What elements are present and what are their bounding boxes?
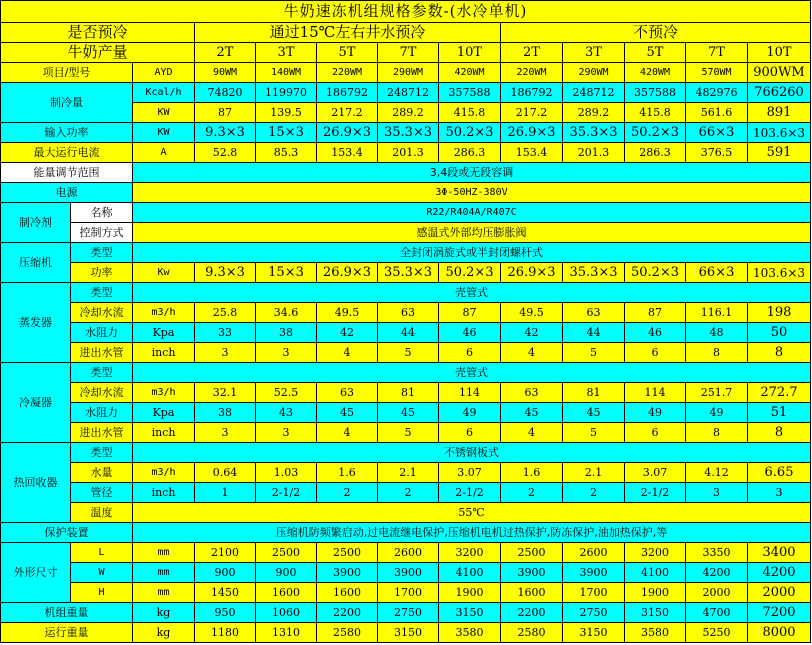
heat-recovery-water-value: 2.1 xyxy=(563,463,625,483)
unit-cell: AYD xyxy=(133,63,195,83)
row-label-max-current: 最大运行电流 xyxy=(1,143,133,163)
condenser-pipe-value: 6 xyxy=(625,423,686,443)
milk-value: 2T xyxy=(501,43,563,63)
evaporator-type-value: 壳管式 xyxy=(133,283,811,303)
dim-w-value: 4100 xyxy=(625,563,686,583)
condenser-flow-value: 114 xyxy=(625,383,686,403)
heat-recovery-water-value: 1.6 xyxy=(501,463,563,483)
table-title: 牛奶速冻机组规格参数-(水冷单机) xyxy=(1,1,811,23)
dim-h-value: 1600 xyxy=(317,583,378,603)
sub-label: 类型 xyxy=(71,443,133,463)
capacity-reg-value: 3,4段或无段容调 xyxy=(133,163,811,183)
sub-label: 进出水管 xyxy=(71,343,133,363)
row-label-evaporator: 蒸发器 xyxy=(1,283,71,363)
unit-weight-value: 2200 xyxy=(501,603,563,623)
sub-label: 名称 xyxy=(71,203,133,223)
heat-recovery-water-value: 1.6 xyxy=(317,463,378,483)
cooling-kw-value: 289.2 xyxy=(563,103,625,123)
evaporator-flow-value: 49.5 xyxy=(501,303,563,323)
heat-recovery-water-value: 6.65 xyxy=(748,463,811,483)
model-value: 420WM xyxy=(625,63,686,83)
cooling-kcal-value: 74820 xyxy=(195,83,256,103)
milk-value: 10T xyxy=(748,43,811,63)
condenser-resist-value: 51 xyxy=(748,403,811,423)
evaporator-pipe-value: 5 xyxy=(378,343,439,363)
sub-label: 类型 xyxy=(71,283,133,303)
compressor-power-value: 35.3×3 xyxy=(378,263,439,283)
unit-cell: KW xyxy=(133,103,195,123)
run-weight-value: 3580 xyxy=(625,623,686,643)
unit-weight-value: 3150 xyxy=(625,603,686,623)
evaporator-resist-value: 44 xyxy=(378,323,439,343)
unit-cell: Kpa xyxy=(133,403,195,423)
dim-l-value: 3200 xyxy=(439,543,501,563)
condenser-flow-value: 81 xyxy=(563,383,625,403)
row-label-power-source: 电源 xyxy=(1,183,133,203)
cooling-kw-value: 561.6 xyxy=(686,103,748,123)
condenser-resist-value: 49 xyxy=(439,403,501,423)
model-value: 90WM xyxy=(195,63,256,83)
heat-recovery-water-value: 4.12 xyxy=(686,463,748,483)
evaporator-pipe-value: 3 xyxy=(256,343,317,363)
dim-w-value: 3900 xyxy=(563,563,625,583)
heat-recovery-pipe-value: 2-1/2 xyxy=(439,483,501,503)
dim-w-value: 4100 xyxy=(439,563,501,583)
condenser-resist-value: 49 xyxy=(686,403,748,423)
condenser-type-value: 壳管式 xyxy=(133,363,811,383)
heat-recovery-pipe-value: 2 xyxy=(317,483,378,503)
sub-label: 水阻力 xyxy=(71,323,133,343)
unit-weight-value: 950 xyxy=(195,603,256,623)
cooling-kw-value: 289.2 xyxy=(378,103,439,123)
run-weight-value: 1180 xyxy=(195,623,256,643)
heat-recovery-water-value: 3.07 xyxy=(625,463,686,483)
dim-l-value: 2600 xyxy=(378,543,439,563)
heat-recovery-pipe-value: 2 xyxy=(563,483,625,503)
precool-yes: 通过15℃左右井水预冷 xyxy=(195,23,501,43)
dim-w-value: 900 xyxy=(256,563,317,583)
row-label-capacity-reg: 能量调节范围 xyxy=(1,163,133,183)
unit-cell: KW xyxy=(133,123,195,143)
evaporator-resist-value: 50 xyxy=(748,323,811,343)
heat-recovery-pipe-value: 2 xyxy=(501,483,563,503)
run-weight-value: 5250 xyxy=(686,623,748,643)
row-label-protection: 保护装置 xyxy=(1,523,133,543)
refrigerant-name-value: R22/R404A/R407C xyxy=(133,203,811,223)
unit-cell: Kcal/h xyxy=(133,83,195,103)
compressor-power-value: 50.2×3 xyxy=(439,263,501,283)
dim-l-value: 3400 xyxy=(748,543,811,563)
compressor-power-value: 35.3×3 xyxy=(563,263,625,283)
milk-value: 2T xyxy=(195,43,256,63)
unit-cell: inch xyxy=(133,343,195,363)
evaporator-resist-value: 33 xyxy=(195,323,256,343)
unit-cell: A xyxy=(133,143,195,163)
evaporator-pipe-value: 8 xyxy=(748,343,811,363)
cooling-kcal-value: 766260 xyxy=(748,83,811,103)
dim-w-value: 3900 xyxy=(317,563,378,583)
dim-l-value: 3200 xyxy=(625,543,686,563)
model-value: 140WM xyxy=(256,63,317,83)
max-current-value: 153.4 xyxy=(317,143,378,163)
compressor-power-value: 103.6×3 xyxy=(748,263,811,283)
power-in-value: 50.2×3 xyxy=(625,123,686,143)
sub-label: 冷却水流 xyxy=(71,383,133,403)
run-weight-value: 3150 xyxy=(563,623,625,643)
max-current-value: 201.3 xyxy=(563,143,625,163)
heat-recovery-water-value: 1.03 xyxy=(256,463,317,483)
heat-recovery-temp-value: 55℃ xyxy=(133,503,811,523)
power-in-value: 26.9×3 xyxy=(501,123,563,143)
cooling-kw-value: 217.2 xyxy=(317,103,378,123)
condenser-flow-value: 272.7 xyxy=(748,383,811,403)
sub-label: 进出水管 xyxy=(71,423,133,443)
condenser-resist-value: 45 xyxy=(378,403,439,423)
condenser-pipe-value: 3 xyxy=(195,423,256,443)
model-value: 220WM xyxy=(501,63,563,83)
power-in-value: 15×3 xyxy=(256,123,317,143)
heat-recovery-pipe-value: 2-1/2 xyxy=(256,483,317,503)
unit-cell: m3/h xyxy=(133,303,195,323)
model-value: 900WM xyxy=(748,63,811,83)
unit-cell: kg xyxy=(133,603,195,623)
condenser-pipe-value: 5 xyxy=(378,423,439,443)
condenser-resist-value: 45 xyxy=(563,403,625,423)
run-weight-value: 2580 xyxy=(317,623,378,643)
milk-value: 7T xyxy=(686,43,748,63)
heat-recovery-pipe-value: 1 xyxy=(195,483,256,503)
condenser-resist-value: 38 xyxy=(195,403,256,423)
dim-h-value: 2000 xyxy=(748,583,811,603)
condenser-resist-value: 45 xyxy=(317,403,378,423)
condenser-resist-value: 43 xyxy=(256,403,317,423)
power-in-value: 103.6×3 xyxy=(748,123,811,143)
heat-recovery-pipe-value: 3 xyxy=(748,483,811,503)
compressor-power-value: 9.3×3 xyxy=(195,263,256,283)
condenser-flow-value: 114 xyxy=(439,383,501,403)
cooling-kw-value: 415.8 xyxy=(439,103,501,123)
condenser-flow-value: 63 xyxy=(501,383,563,403)
row-label-run-weight: 运行重量 xyxy=(1,623,133,643)
dim-w-value: 3900 xyxy=(501,563,563,583)
sub-label: 控制方式 xyxy=(71,223,133,243)
row-label-refrigerant: 制冷剂 xyxy=(1,203,71,243)
compressor-power-value: 50.2×3 xyxy=(625,263,686,283)
compressor-power-value: 26.9×3 xyxy=(501,263,563,283)
dim-h-value: 1900 xyxy=(439,583,501,603)
run-weight-value: 2580 xyxy=(501,623,563,643)
evaporator-pipe-value: 8 xyxy=(686,343,748,363)
dim-l-value: 3350 xyxy=(686,543,748,563)
row-label-compressor: 压缩机 xyxy=(1,243,71,283)
power-in-value: 35.3×3 xyxy=(378,123,439,143)
model-value: 220WM xyxy=(317,63,378,83)
unit-weight-value: 1060 xyxy=(256,603,317,623)
unit-cell: mm xyxy=(133,543,195,563)
evaporator-flow-value: 63 xyxy=(378,303,439,323)
compressor-power-value: 15×3 xyxy=(256,263,317,283)
unit-weight-value: 2750 xyxy=(563,603,625,623)
condenser-flow-value: 81 xyxy=(378,383,439,403)
condenser-pipe-value: 5 xyxy=(563,423,625,443)
evaporator-resist-value: 48 xyxy=(686,323,748,343)
max-current-value: 286.3 xyxy=(625,143,686,163)
milk-value: 5T xyxy=(625,43,686,63)
dim-h-value: 1900 xyxy=(625,583,686,603)
cooling-kw-value: 87 xyxy=(195,103,256,123)
evaporator-pipe-value: 4 xyxy=(501,343,563,363)
cooling-kw-value: 217.2 xyxy=(501,103,563,123)
dim-h-value: 1450 xyxy=(195,583,256,603)
dim-w-value: 4200 xyxy=(748,563,811,583)
unit-cell: Kw xyxy=(133,263,195,283)
unit-weight-value: 2200 xyxy=(317,603,378,623)
run-weight-value: 3580 xyxy=(439,623,501,643)
sub-label: 类型 xyxy=(71,363,133,383)
heat-recovery-water-value: 0.64 xyxy=(195,463,256,483)
unit-cell: inch xyxy=(133,483,195,503)
dim-w-value: 3900 xyxy=(378,563,439,583)
dim-h-value: 1600 xyxy=(256,583,317,603)
heat-recovery-water-value: 2.1 xyxy=(378,463,439,483)
protection-value: 压缩机防频繁启动,过电流继电保护,压缩机电机过热保护,防冻保护,油加热保护,等 xyxy=(133,523,811,543)
sub-label: L xyxy=(71,543,133,563)
evaporator-resist-value: 42 xyxy=(317,323,378,343)
sub-label: 水量 xyxy=(71,463,133,483)
row-label-cooling: 制冷量 xyxy=(1,83,133,123)
dim-w-value: 900 xyxy=(195,563,256,583)
condenser-pipe-value: 4 xyxy=(501,423,563,443)
sub-label: 类型 xyxy=(71,243,133,263)
unit-weight-value: 3150 xyxy=(439,603,501,623)
evaporator-resist-value: 44 xyxy=(563,323,625,343)
max-current-value: 376.5 xyxy=(686,143,748,163)
evaporator-pipe-value: 5 xyxy=(563,343,625,363)
unit-weight-value: 2750 xyxy=(378,603,439,623)
condenser-pipe-value: 6 xyxy=(439,423,501,443)
sub-label: H xyxy=(71,583,133,603)
row-label-power-in: 输入功率 xyxy=(1,123,133,143)
cooling-kcal-value: 248712 xyxy=(378,83,439,103)
milk-value: 3T xyxy=(563,43,625,63)
condenser-pipe-value: 4 xyxy=(317,423,378,443)
heat-recovery-type-value: 不锈钢板式 xyxy=(133,443,811,463)
milk-value: 5T xyxy=(317,43,378,63)
condenser-resist-value: 49 xyxy=(625,403,686,423)
cooling-kw-value: 415.8 xyxy=(625,103,686,123)
evaporator-resist-value: 38 xyxy=(256,323,317,343)
condenser-pipe-value: 3 xyxy=(256,423,317,443)
dim-l-value: 2600 xyxy=(563,543,625,563)
evaporator-pipe-value: 3 xyxy=(195,343,256,363)
evaporator-flow-value: 198 xyxy=(748,303,811,323)
max-current-value: 52.8 xyxy=(195,143,256,163)
evaporator-flow-value: 116.1 xyxy=(686,303,748,323)
heat-recovery-pipe-value: 2-1/2 xyxy=(625,483,686,503)
condenser-pipe-value: 8 xyxy=(748,423,811,443)
heat-recovery-pipe-value: 2 xyxy=(378,483,439,503)
evaporator-resist-value: 46 xyxy=(625,323,686,343)
cooling-kw-value: 139.5 xyxy=(256,103,317,123)
evaporator-pipe-value: 6 xyxy=(625,343,686,363)
model-value: 290WM xyxy=(563,63,625,83)
condenser-resist-value: 45 xyxy=(501,403,563,423)
evaporator-flow-value: 25.8 xyxy=(195,303,256,323)
cooling-kcal-value: 357588 xyxy=(439,83,501,103)
precool-no: 不预冷 xyxy=(501,23,811,43)
cooling-kcal-value: 357588 xyxy=(625,83,686,103)
evaporator-pipe-value: 6 xyxy=(439,343,501,363)
model-value: 570WM xyxy=(686,63,748,83)
unit-cell: kg xyxy=(133,623,195,643)
dim-l-value: 2500 xyxy=(501,543,563,563)
power-source-value: 3Φ-50HZ-380V xyxy=(133,183,811,203)
dim-l-value: 2500 xyxy=(256,543,317,563)
row-label-condenser: 冷凝器 xyxy=(1,363,71,443)
dim-h-value: 1600 xyxy=(501,583,563,603)
cooling-kcal-value: 482976 xyxy=(686,83,748,103)
run-weight-value: 1310 xyxy=(256,623,317,643)
condenser-flow-value: 52.5 xyxy=(256,383,317,403)
condenser-flow-value: 63 xyxy=(317,383,378,403)
condenser-flow-value: 251.7 xyxy=(686,383,748,403)
sub-label: 温度 xyxy=(71,503,133,523)
evaporator-flow-value: 87 xyxy=(439,303,501,323)
dim-l-value: 2500 xyxy=(317,543,378,563)
row-label-dimensions: 外形尺寸 xyxy=(1,543,71,603)
condenser-flow-value: 32.1 xyxy=(195,383,256,403)
max-current-value: 201.3 xyxy=(378,143,439,163)
dim-l-value: 2100 xyxy=(195,543,256,563)
milk-value: 3T xyxy=(256,43,317,63)
dim-w-value: 4200 xyxy=(686,563,748,583)
power-in-value: 50.2×3 xyxy=(439,123,501,143)
unit-cell: mm xyxy=(133,563,195,583)
row-label-model: 项目/型号 xyxy=(1,63,133,83)
unit-cell: mm xyxy=(133,583,195,603)
unit-weight-value: 4700 xyxy=(686,603,748,623)
unit-cell: m3/h xyxy=(133,383,195,403)
evaporator-flow-value: 34.6 xyxy=(256,303,317,323)
model-value: 290WM xyxy=(378,63,439,83)
sub-label: W xyxy=(71,563,133,583)
evaporator-flow-value: 63 xyxy=(563,303,625,323)
refrigerant-control-value: 感温式外部均压膨胀阀 xyxy=(133,223,811,243)
dim-h-value: 2000 xyxy=(686,583,748,603)
max-current-value: 85.3 xyxy=(256,143,317,163)
precool-label: 是否预冷 xyxy=(1,23,195,43)
max-current-value: 153.4 xyxy=(501,143,563,163)
sub-label: 功率 xyxy=(71,263,133,283)
power-in-value: 26.9×3 xyxy=(317,123,378,143)
max-current-value: 286.3 xyxy=(439,143,501,163)
cooling-kcal-value: 186792 xyxy=(501,83,563,103)
power-in-value: 66×3 xyxy=(686,123,748,143)
sub-label: 水阻力 xyxy=(71,403,133,423)
unit-cell: Kpa xyxy=(133,323,195,343)
cooling-kw-value: 891 xyxy=(748,103,811,123)
max-current-value: 591 xyxy=(748,143,811,163)
cooling-kcal-value: 119970 xyxy=(256,83,317,103)
power-in-value: 35.3×3 xyxy=(563,123,625,143)
milk-value: 7T xyxy=(378,43,439,63)
cooling-kcal-value: 186792 xyxy=(317,83,378,103)
condenser-pipe-value: 8 xyxy=(686,423,748,443)
evaporator-resist-value: 46 xyxy=(439,323,501,343)
row-label-heat-recovery: 热回收器 xyxy=(1,443,71,523)
run-weight-value: 8000 xyxy=(748,623,811,643)
run-weight-value: 3150 xyxy=(378,623,439,643)
evaporator-resist-value: 42 xyxy=(501,323,563,343)
heat-recovery-pipe-value: 3 xyxy=(686,483,748,503)
dim-h-value: 1700 xyxy=(563,583,625,603)
heat-recovery-water-value: 3.07 xyxy=(439,463,501,483)
model-value: 420WM xyxy=(439,63,501,83)
milk-label: 牛奶产量 xyxy=(1,43,195,63)
power-in-value: 9.3×3 xyxy=(195,123,256,143)
evaporator-flow-value: 87 xyxy=(625,303,686,323)
cooling-kcal-value: 248712 xyxy=(563,83,625,103)
sub-label: 冷却水流 xyxy=(71,303,133,323)
row-label-unit-weight: 机组重量 xyxy=(1,603,133,623)
unit-weight-value: 7200 xyxy=(748,603,811,623)
evaporator-pipe-value: 4 xyxy=(317,343,378,363)
milk-value: 10T xyxy=(439,43,501,63)
compressor-type-value: 全封闭涡旋式或半封闭螺杆式 xyxy=(133,243,811,263)
dim-h-value: 1700 xyxy=(378,583,439,603)
evaporator-flow-value: 49.5 xyxy=(317,303,378,323)
compressor-power-value: 66×3 xyxy=(686,263,748,283)
unit-cell: m3/h xyxy=(133,463,195,483)
unit-cell: inch xyxy=(133,423,195,443)
sub-label: 管径 xyxy=(71,483,133,503)
compressor-power-value: 26.9×3 xyxy=(317,263,378,283)
